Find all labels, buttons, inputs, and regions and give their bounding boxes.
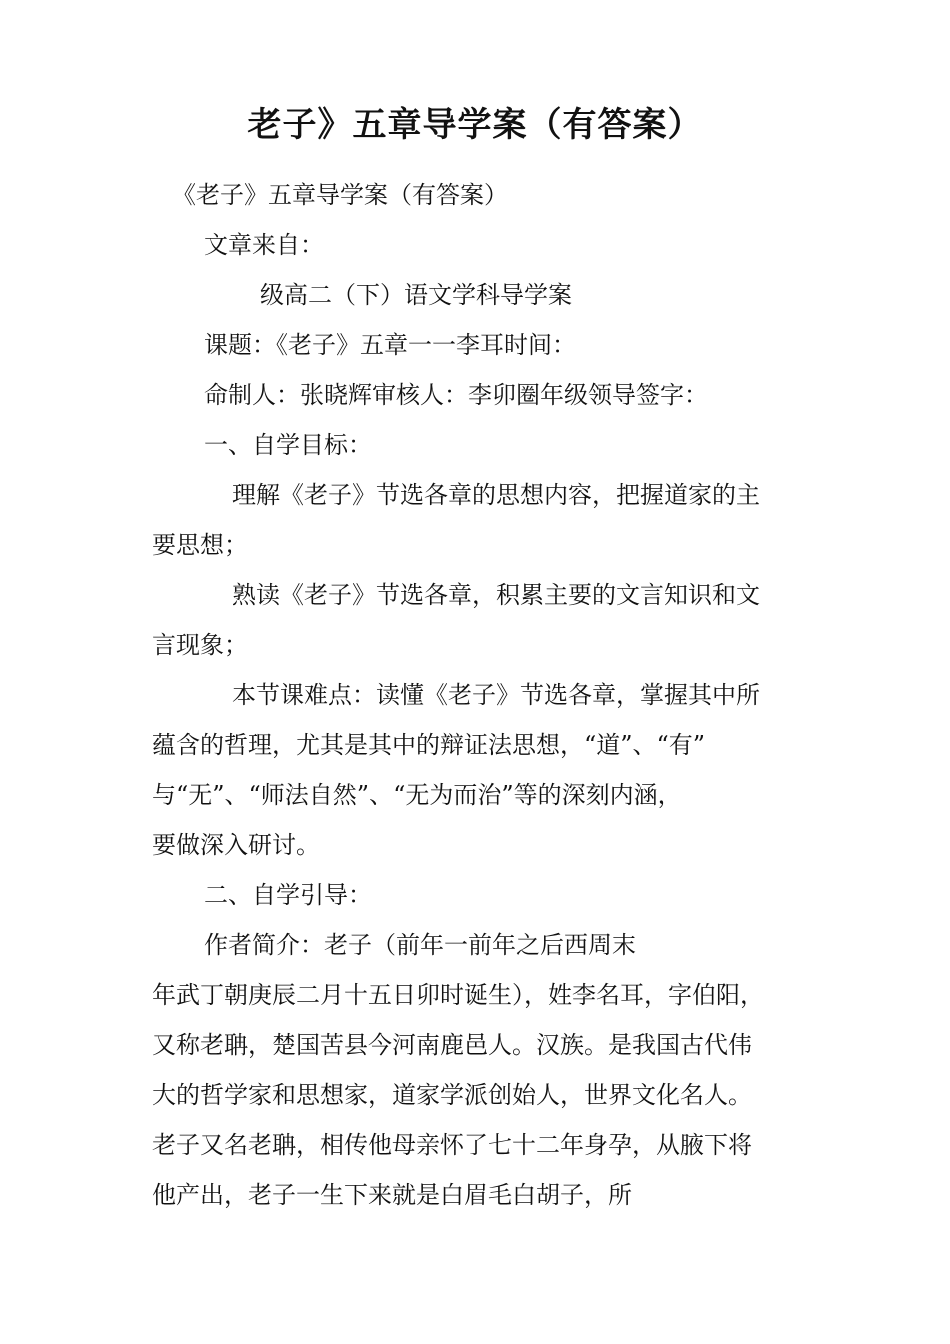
text-line: 一、自学目标： bbox=[204, 431, 372, 459]
text-line: 蕴含的哲理，尤其是其中的辩证法思想，“道”、“有” bbox=[152, 731, 706, 759]
text-line: 与“无”、“师法自然”、“无为而治”等的深刻内涵， bbox=[152, 781, 682, 809]
text-line: 又称老聃，楚国苦县今河南鹿邑人。汉族。是我国古代伟 bbox=[152, 1031, 752, 1059]
text-line: 二、自学引导： bbox=[204, 881, 372, 909]
text-line: 言现象； bbox=[152, 631, 248, 659]
document-title: 老子》五章导学案（有答案） bbox=[247, 105, 703, 145]
text-line: 课题：《老子》五章一一李耳时间： bbox=[204, 331, 576, 359]
text-line: 年武丁朝庚辰二月十五日卯时诞生），姓李名耳，字伯阳， bbox=[152, 981, 764, 1009]
text-line: 本节课难点：读懂《老子》节选各章，掌握其中所 bbox=[232, 681, 760, 709]
text-line: 大的哲学家和思想家，道家学派创始人，世界文化名人。 bbox=[152, 1081, 752, 1109]
text-line: 要思想； bbox=[152, 531, 248, 559]
text-line: 他产出，老子一生下来就是白眉毛白胡子，所 bbox=[152, 1181, 632, 1209]
text-line: 熟读《老子》节选各章，积累主要的文言知识和文 bbox=[232, 581, 760, 609]
text-line: 文章来自： bbox=[204, 231, 324, 259]
text-line: 理解《老子》节选各章的思想内容，把握道家的主 bbox=[232, 481, 760, 509]
text-line: 老子又名老聃，相传他母亲怀了七十二年身孕，从腋下将 bbox=[152, 1131, 752, 1159]
document-body bbox=[152, 170, 802, 1220]
text-line: 《老子》五章导学案（有答案） bbox=[172, 181, 508, 209]
text-line: 作者简介：老子（前年一前年之后西周末 bbox=[204, 931, 636, 959]
text-line: 命制人：张晓辉审核人：李卯圈年级领导签字： bbox=[204, 381, 708, 409]
text-line: 要做深入研讨。 bbox=[152, 831, 320, 859]
text-line: 级高二（下）语文学科导学案 bbox=[260, 281, 572, 309]
